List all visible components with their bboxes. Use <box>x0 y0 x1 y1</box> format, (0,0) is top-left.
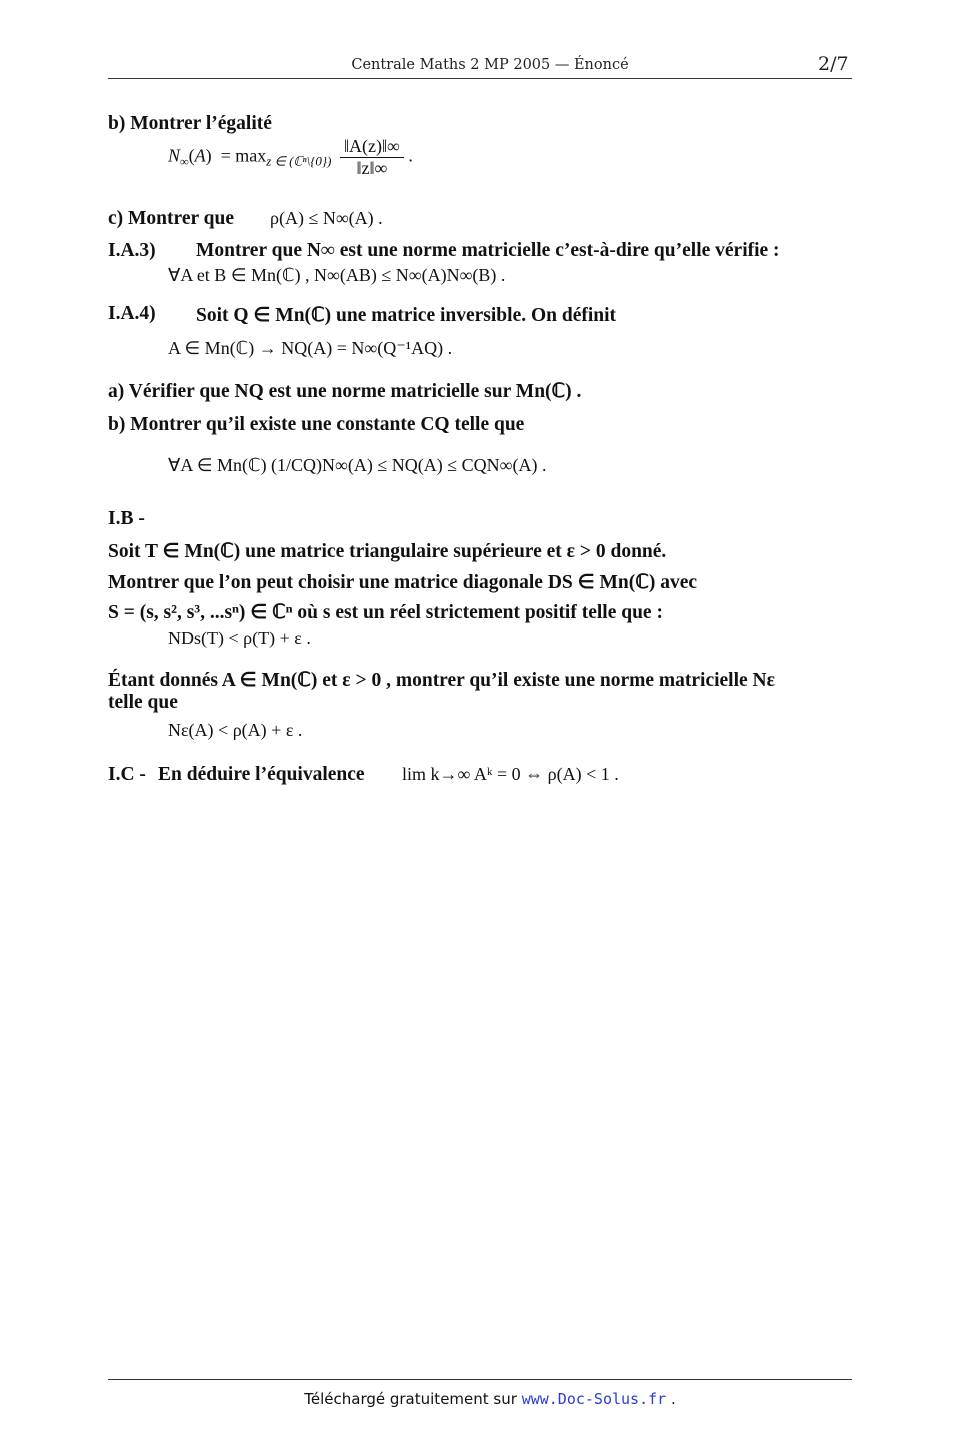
page-number: 2/7 <box>818 53 849 75</box>
header-title: Centrale Maths 2 MP 2005 — Énoncé <box>351 57 629 73</box>
ib-paragraph-3: S = (s, s², s³, ...sⁿ) ∈ ℂⁿ où s est un réel strictement positif telle que : <box>108 602 663 623</box>
ia4-label: I.A.4) <box>108 303 156 324</box>
ib-paragraph-2: Montrer que l’on peut choisir une matrice diagonale DS ∈ Mn(ℂ) avec <box>108 572 698 593</box>
ic-formula: lim k→∞ Aᵏ = 0 ⇔ ρ(A) < 1 . <box>402 764 619 784</box>
ia3-text: Montrer que N∞ est une norme matricielle c’est-à-dire qu’elle vérifie : <box>196 240 780 261</box>
c-formula: ρ(A) ≤ N∞(A) . <box>270 208 383 228</box>
ib-formula-1: NDs(T) < ρ(T) + ε . <box>168 628 311 648</box>
footer <box>0 1390 980 1408</box>
ia3-formula: ∀A et B ∈ Mn(ℂ) , N∞(AB) ≤ N∞(A)N∞(B) . <box>168 265 506 285</box>
ib-paragraph-4: Étant donnés A ∈ Mn(ℂ) et ε > 0 , montrer qu’il existe une norme matricielle Nε <box>108 670 775 691</box>
b1-formula: $N_\infty(A) = \max_{z \in (ℂ^n\backslash\{0\})}$ $\frac{‖A(z)‖\infty}{‖z‖\infty}$ . <box>168 136 413 178</box>
footer-text: Téléchargé gratuitement sur <box>304 1390 517 1408</box>
ia3-label: I.A.3) <box>108 240 156 261</box>
ib-heading: I.B - <box>108 508 145 529</box>
footer-dot: . <box>666 1390 676 1408</box>
ia4b-formula: ∀A ∈ Mn(ℂ) (1/CQ)N∞(A) ≤ NQ(A) ≤ CQN∞(A) . <box>168 455 547 475</box>
c-label: c) Montrer que <box>108 208 234 229</box>
ib-paragraph-1: Soit T ∈ Mn(ℂ) une matrice triangulaire supérieure et ε > 0 donné. <box>108 541 667 562</box>
ia4-formula: A ∈ Mn(ℂ) → NQ(A) = N∞(Q⁻¹AQ) . <box>168 338 453 358</box>
ib-paragraph-5: telle que <box>108 692 178 713</box>
footer-rule <box>108 1379 852 1380</box>
ia4b-text: b) Montrer qu’il existe une constante CQ telle que <box>108 414 525 435</box>
ia4a-text: a) Vérifier que NQ est une norme matricielle sur Mn(ℂ) . <box>108 381 582 402</box>
b1-label: b) Montrer l’égalité <box>108 113 272 134</box>
header-rule <box>108 78 852 79</box>
ic-text: En déduire l’équivalence <box>158 764 365 785</box>
ia4-text: Soit Q ∈ Mn(ℂ) une matrice inversible. On définit <box>196 305 617 326</box>
ic-label: I.C - <box>108 764 146 785</box>
footer-link[interactable]: www.Doc-Solus.fr <box>521 1390 667 1408</box>
ib-formula-2: Nε(A) < ρ(A) + ε . <box>168 720 303 740</box>
